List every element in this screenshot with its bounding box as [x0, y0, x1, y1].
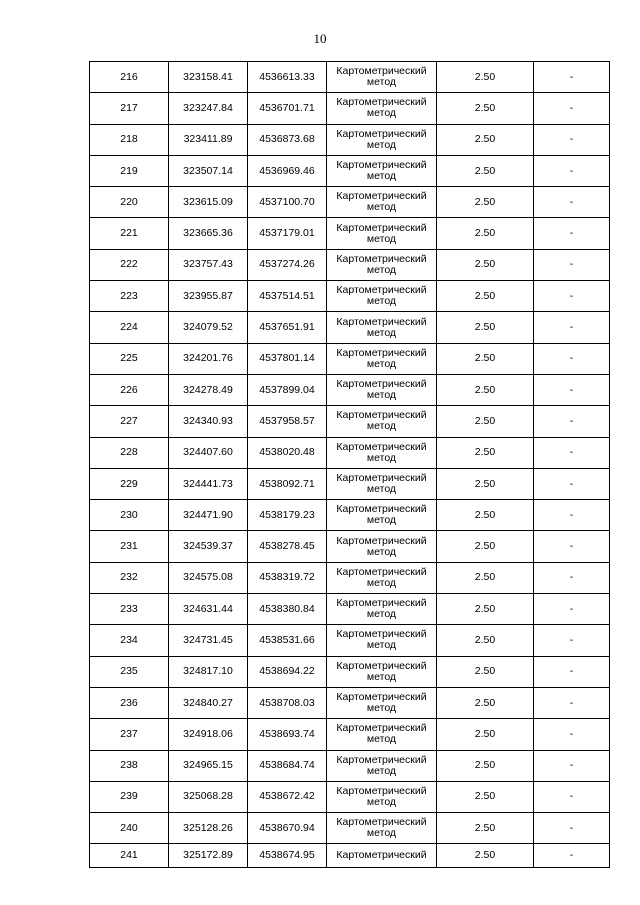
- point-number-cell: 231: [90, 531, 169, 562]
- table-row: [90, 218, 610, 249]
- accuracy-cell: 2.50: [437, 844, 534, 868]
- note-cell: -: [534, 750, 610, 781]
- accuracy-cell: 2.50: [437, 437, 534, 468]
- table-row: [90, 562, 610, 593]
- method-cell: Картометрический метод: [327, 281, 437, 312]
- accuracy-cell: 2.50: [437, 124, 534, 155]
- note-cell: -: [534, 312, 610, 343]
- note-cell: -: [534, 500, 610, 531]
- point-number-cell: 216: [90, 62, 169, 93]
- table-row: [90, 187, 610, 218]
- accuracy-cell: 2.50: [437, 218, 534, 249]
- point-number-cell: 232: [90, 562, 169, 593]
- x-coordinate-cell: 323955.87: [169, 281, 248, 312]
- y-coordinate-cell: 4538672.42: [248, 781, 327, 812]
- method-cell: Картометрический метод: [327, 437, 437, 468]
- x-coordinate-cell: 324201.76: [169, 343, 248, 374]
- table-row: [90, 312, 610, 343]
- method-cell: Картометрический метод: [327, 813, 437, 844]
- accuracy-cell: 2.50: [437, 719, 534, 750]
- y-coordinate-cell: 4537651.91: [248, 312, 327, 343]
- accuracy-cell: 2.50: [437, 468, 534, 499]
- method-cell: Картометрический метод: [327, 343, 437, 374]
- coordinates-table-body: [90, 62, 610, 868]
- table-row: [90, 844, 610, 868]
- point-number-cell: 236: [90, 687, 169, 718]
- accuracy-cell: 2.50: [437, 500, 534, 531]
- x-coordinate-cell: 325128.26: [169, 813, 248, 844]
- method-cell: Картометрический метод: [327, 155, 437, 186]
- note-cell: -: [534, 249, 610, 280]
- y-coordinate-cell: 4536969.46: [248, 155, 327, 186]
- point-number-cell: 239: [90, 781, 169, 812]
- x-coordinate-cell: 325172.89: [169, 844, 248, 868]
- point-number-cell: 234: [90, 625, 169, 656]
- table-row: [90, 468, 610, 499]
- x-coordinate-cell: 325068.28: [169, 781, 248, 812]
- point-number-cell: 224: [90, 312, 169, 343]
- point-number-cell: 240: [90, 813, 169, 844]
- y-coordinate-cell: 4537899.04: [248, 374, 327, 405]
- note-cell: -: [534, 124, 610, 155]
- accuracy-cell: 2.50: [437, 625, 534, 656]
- table-row: [90, 93, 610, 124]
- table-row: [90, 750, 610, 781]
- note-cell: -: [534, 374, 610, 405]
- y-coordinate-cell: 4538020.48: [248, 437, 327, 468]
- point-number-cell: 241: [90, 844, 169, 868]
- x-coordinate-cell: 323665.36: [169, 218, 248, 249]
- accuracy-cell: 2.50: [437, 62, 534, 93]
- x-coordinate-cell: 324575.08: [169, 562, 248, 593]
- x-coordinate-cell: 324731.45: [169, 625, 248, 656]
- method-cell: Картометрический метод: [327, 312, 437, 343]
- point-number-cell: 227: [90, 406, 169, 437]
- x-coordinate-cell: 324817.10: [169, 656, 248, 687]
- table-row: [90, 719, 610, 750]
- x-coordinate-cell: 324441.73: [169, 468, 248, 499]
- y-coordinate-cell: 4538278.45: [248, 531, 327, 562]
- accuracy-cell: 2.50: [437, 343, 534, 374]
- accuracy-cell: 2.50: [437, 656, 534, 687]
- method-cell: Картометрический метод: [327, 531, 437, 562]
- method-cell: Картометрический метод: [327, 218, 437, 249]
- method-cell: Картометрический метод: [327, 124, 437, 155]
- point-number-cell: 229: [90, 468, 169, 499]
- method-cell: Картометрический метод: [327, 781, 437, 812]
- accuracy-cell: 2.50: [437, 781, 534, 812]
- method-cell: Картометрический метод: [327, 594, 437, 625]
- accuracy-cell: 2.50: [437, 406, 534, 437]
- note-cell: -: [534, 406, 610, 437]
- table-row: [90, 625, 610, 656]
- table-row: [90, 813, 610, 844]
- x-coordinate-cell: 324965.15: [169, 750, 248, 781]
- y-coordinate-cell: 4538179.23: [248, 500, 327, 531]
- table-row: [90, 687, 610, 718]
- x-coordinate-cell: 324079.52: [169, 312, 248, 343]
- x-coordinate-cell: 323615.09: [169, 187, 248, 218]
- table-row: [90, 281, 610, 312]
- x-coordinate-cell: 323247.84: [169, 93, 248, 124]
- y-coordinate-cell: 4537179.01: [248, 218, 327, 249]
- x-coordinate-cell: 324471.90: [169, 500, 248, 531]
- y-coordinate-cell: 4538693.74: [248, 719, 327, 750]
- point-number-cell: 217: [90, 93, 169, 124]
- table-row: [90, 781, 610, 812]
- note-cell: -: [534, 343, 610, 374]
- y-coordinate-cell: 4538694.22: [248, 656, 327, 687]
- x-coordinate-cell: 323158.41: [169, 62, 248, 93]
- note-cell: -: [534, 562, 610, 593]
- table-row: [90, 343, 610, 374]
- point-number-cell: 219: [90, 155, 169, 186]
- note-cell: -: [534, 468, 610, 499]
- note-cell: -: [534, 218, 610, 249]
- accuracy-cell: 2.50: [437, 312, 534, 343]
- y-coordinate-cell: 4538319.72: [248, 562, 327, 593]
- x-coordinate-cell: 324840.27: [169, 687, 248, 718]
- page-number: 10: [313, 31, 327, 46]
- method-cell: Картометрический метод: [327, 406, 437, 437]
- x-coordinate-cell: 324340.93: [169, 406, 248, 437]
- x-coordinate-cell: 323757.43: [169, 249, 248, 280]
- accuracy-cell: 2.50: [437, 155, 534, 186]
- note-cell: -: [534, 656, 610, 687]
- point-number-cell: 220: [90, 187, 169, 218]
- table-row: [90, 656, 610, 687]
- note-cell: -: [534, 594, 610, 625]
- x-coordinate-cell: 324539.37: [169, 531, 248, 562]
- method-cell: Картометрический метод: [327, 374, 437, 405]
- method-cell: Картометрический метод: [327, 187, 437, 218]
- note-cell: -: [534, 781, 610, 812]
- accuracy-cell: 2.50: [437, 531, 534, 562]
- method-cell: Картометрический метод: [327, 625, 437, 656]
- point-number-cell: 223: [90, 281, 169, 312]
- y-coordinate-cell: 4537274.26: [248, 249, 327, 280]
- accuracy-cell: 2.50: [437, 594, 534, 625]
- y-coordinate-cell: 4536613.33: [248, 62, 327, 93]
- note-cell: -: [534, 687, 610, 718]
- point-number-cell: 222: [90, 249, 169, 280]
- x-coordinate-cell: 323507.14: [169, 155, 248, 186]
- method-cell: Картометрический метод: [327, 750, 437, 781]
- y-coordinate-cell: 4536701.71: [248, 93, 327, 124]
- point-number-cell: 237: [90, 719, 169, 750]
- y-coordinate-cell: 4538708.03: [248, 687, 327, 718]
- accuracy-cell: 2.50: [437, 281, 534, 312]
- point-number-cell: 233: [90, 594, 169, 625]
- method-cell: Картометрический метод: [327, 562, 437, 593]
- note-cell: -: [534, 531, 610, 562]
- y-coordinate-cell: 4537801.14: [248, 343, 327, 374]
- point-number-cell: 218: [90, 124, 169, 155]
- accuracy-cell: 2.50: [437, 249, 534, 280]
- x-coordinate-cell: 324631.44: [169, 594, 248, 625]
- accuracy-cell: 2.50: [437, 687, 534, 718]
- y-coordinate-cell: 4538531.66: [248, 625, 327, 656]
- y-coordinate-cell: 4538380.84: [248, 594, 327, 625]
- method-cell: Картометрический: [327, 844, 437, 868]
- point-number-cell: 228: [90, 437, 169, 468]
- table-row: [90, 249, 610, 280]
- table-row: [90, 406, 610, 437]
- y-coordinate-cell: 4538670.94: [248, 813, 327, 844]
- accuracy-cell: 2.50: [437, 562, 534, 593]
- method-cell: Картометрический метод: [327, 93, 437, 124]
- y-coordinate-cell: 4537958.57: [248, 406, 327, 437]
- note-cell: -: [534, 62, 610, 93]
- table-row: [90, 374, 610, 405]
- accuracy-cell: 2.50: [437, 187, 534, 218]
- method-cell: Картометрический метод: [327, 500, 437, 531]
- note-cell: -: [534, 93, 610, 124]
- note-cell: -: [534, 155, 610, 186]
- coordinates-table: [89, 61, 610, 868]
- y-coordinate-cell: 4536873.68: [248, 124, 327, 155]
- method-cell: Картометрический метод: [327, 719, 437, 750]
- accuracy-cell: 2.50: [437, 374, 534, 405]
- table-row: [90, 531, 610, 562]
- table-row: [90, 500, 610, 531]
- x-coordinate-cell: 324278.49: [169, 374, 248, 405]
- method-cell: Картометрический метод: [327, 249, 437, 280]
- table-row: [90, 437, 610, 468]
- accuracy-cell: 2.50: [437, 750, 534, 781]
- note-cell: -: [534, 844, 610, 868]
- point-number-cell: 235: [90, 656, 169, 687]
- table-row: [90, 594, 610, 625]
- y-coordinate-cell: 4538674.95: [248, 844, 327, 868]
- point-number-cell: 238: [90, 750, 169, 781]
- note-cell: -: [534, 281, 610, 312]
- point-number-cell: 225: [90, 343, 169, 374]
- x-coordinate-cell: 324918.06: [169, 719, 248, 750]
- point-number-cell: 230: [90, 500, 169, 531]
- table-row: [90, 124, 610, 155]
- method-cell: Картометрический метод: [327, 468, 437, 499]
- method-cell: Картометрический метод: [327, 656, 437, 687]
- table-row: [90, 62, 610, 93]
- y-coordinate-cell: 4537514.51: [248, 281, 327, 312]
- point-number-cell: 221: [90, 218, 169, 249]
- method-cell: Картометрический метод: [327, 687, 437, 718]
- accuracy-cell: 2.50: [437, 813, 534, 844]
- y-coordinate-cell: 4537100.70: [248, 187, 327, 218]
- point-number-cell: 226: [90, 374, 169, 405]
- note-cell: -: [534, 187, 610, 218]
- note-cell: -: [534, 625, 610, 656]
- x-coordinate-cell: 323411.89: [169, 124, 248, 155]
- note-cell: -: [534, 437, 610, 468]
- accuracy-cell: 2.50: [437, 93, 534, 124]
- note-cell: -: [534, 719, 610, 750]
- y-coordinate-cell: 4538684.74: [248, 750, 327, 781]
- note-cell: -: [534, 813, 610, 844]
- table-row: [90, 155, 610, 186]
- x-coordinate-cell: 324407.60: [169, 437, 248, 468]
- y-coordinate-cell: 4538092.71: [248, 468, 327, 499]
- method-cell: Картометрический метод: [327, 62, 437, 93]
